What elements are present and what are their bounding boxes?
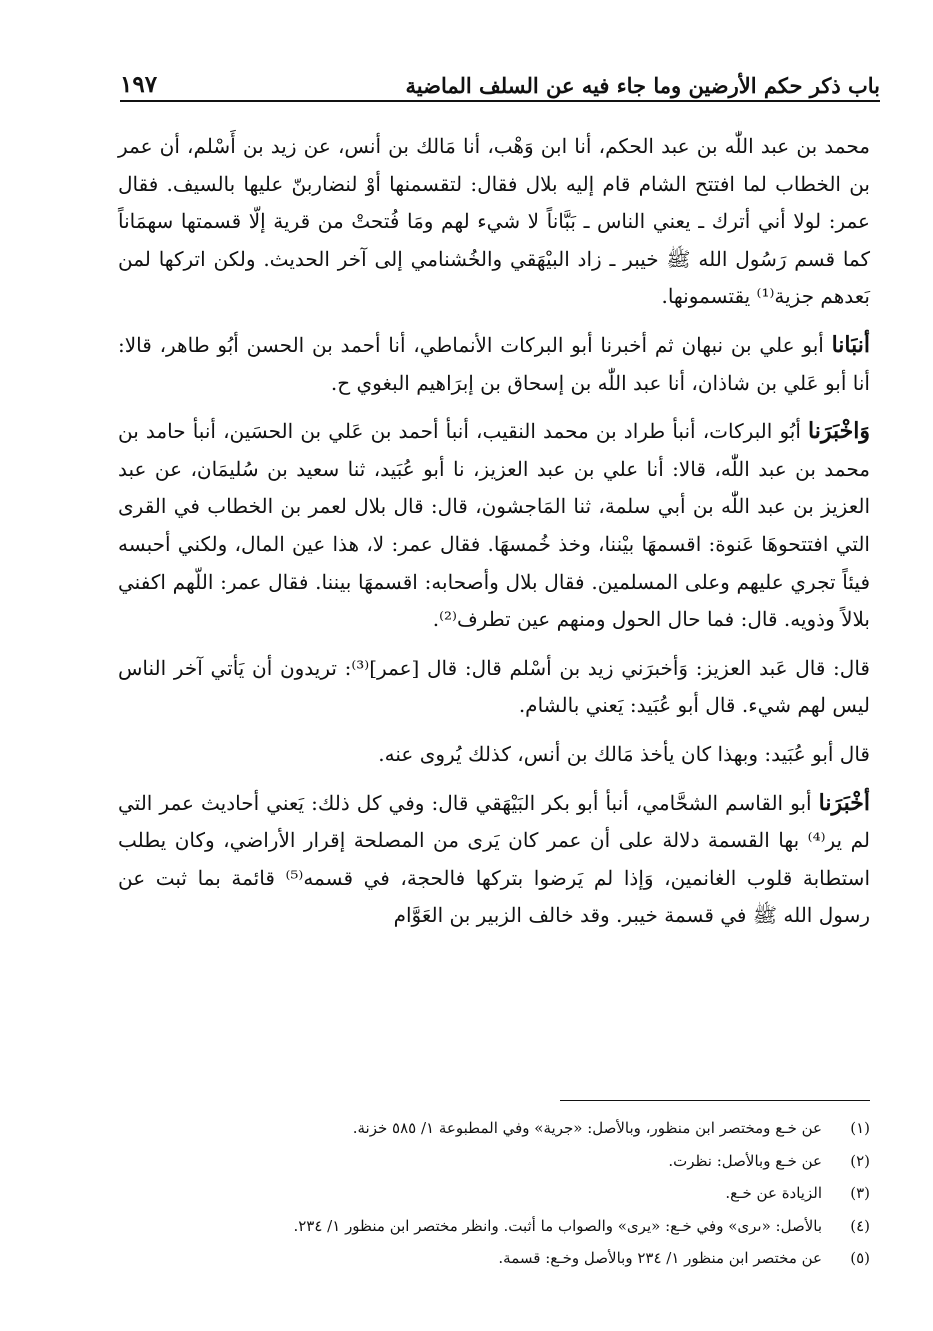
paragraph bbox=[118, 327, 870, 402]
running-title: باب ذكر حكم الأرضين وما جاء فيه عن السلف الماضية bbox=[405, 73, 880, 98]
paragraph-lead-word: وَاخْبَرَنا bbox=[808, 418, 870, 445]
footnote-number: (٤) bbox=[850, 1216, 870, 1235]
paragraph bbox=[118, 413, 870, 639]
paragraph-text: أبُو البركات، أنبأ طراد بن محمد النقيب، أنبأ أحمد بن عَلي بن الحسَين، أنبأ حامد بن محمد بن عبد اللّٰه، قالا: أنا علي بن عبد العزيز، نا أبو عُبَيد، ثنا سعيد بن سُليمَان، عن عبد العزيز بن عبد اللّٰه بن أبي سلمة، ثنا المَاجشون، قال: قال بلال لعمر بن الخطاب في القرى التي افتتحوهَا عَنوة: اقسمهَا بيْننا، وخذ خُمسهَا. فقال عمر: لا، هذا عين المال، ولكني أحبسه فيئاً تجري عليهم وعلى المسلمين. فقال بلال وأصحابه: اقسمهَا بيننا. فقال عمر: اللّهم اكفني بلالاً وذويه. قال: فما حال الحول ومنهم عين تطرف⁽²⁾. bbox=[118, 419, 870, 632]
footnote bbox=[118, 1242, 870, 1275]
paragraph bbox=[118, 785, 870, 935]
header-rule bbox=[120, 100, 880, 102]
page-number: ١٩٧ bbox=[120, 71, 158, 98]
footnote-number: (٥) bbox=[850, 1249, 870, 1267]
paragraph bbox=[118, 128, 870, 316]
footnote-number: (١) bbox=[850, 1119, 870, 1137]
footnote-text: عن خـع ومختصر ابن منظور، وبالأصل: «جرية» وفي المطبوعة ١/ ٥٨٥ خزنة. bbox=[352, 1119, 822, 1137]
paragraph bbox=[118, 650, 870, 725]
footnote bbox=[118, 1145, 870, 1178]
paragraph bbox=[118, 736, 870, 774]
page-header bbox=[120, 58, 880, 98]
paragraph-text: قال: قال عَبد العزيز: وَأخبرَني زيد بن أسْلم قال: قال [عمر]⁽³⁾: تريدون أن يَأتي آخر الناس ليس لهم شيء. قال أبو عُبَيد: يَعني بالشام. bbox=[118, 655, 870, 718]
paragraph-text: قال أبو عُبَيد: وبهذا كان يأخذ مَالك بن أنس، كذلك يُروى عنه. bbox=[378, 741, 870, 766]
paragraph-text: أبو علي بن نبهان ثم أخبرنا أبو البركات الأنماطي، أنا أحمد بن الحسن أبُو طاهر، قالا: أنا أبو عَلي بن شاذان، أنا عبد اللّٰه بن إسحاق بن إبرَاهيم البغوي ح. bbox=[118, 332, 870, 395]
footnote-rule bbox=[560, 1100, 870, 1101]
footnote-text: الزيادة عن خـع. bbox=[725, 1184, 822, 1202]
footnote bbox=[118, 1210, 870, 1243]
footnote-text: عن مختصر ابن منظور ١/ ٢٣٤ وبالأصل وخـع: قسمة. bbox=[498, 1249, 822, 1267]
paragraph-lead-word: أنبَانا bbox=[831, 331, 870, 358]
footnote-number: (٢) bbox=[850, 1151, 870, 1170]
footnotes bbox=[118, 1112, 870, 1275]
footnote-number: (٣) bbox=[850, 1184, 870, 1202]
footnote bbox=[118, 1177, 870, 1210]
paragraph-text: أبو القاسم الشحَّامي، أنبأ أبو بكر البَيْهَقي قال: وفي كل ذلك: يَعني أحاديث عمر التي لم ير⁽⁴⁾ بها القسمة دلالة على أن عمر كان يَرى من المصلحة إقرار الأراضي، وكان يطلب استطابة قلوب الغانمين، وَإذا لم يَرضوا بتركها فالحجة، في قسمه⁽⁵⁾ قائمة بما ثبت عن رسول الله ﷺ في قسمة خيبر. وقد خالف الزبير بن العَوَّام bbox=[118, 790, 871, 928]
footnote-text: بالأصل: «ىرى» وفي خـع: «يرى» والصواب ما أثبت. وانظر مختصر ابن منظور ١/ ٢٣٤. bbox=[293, 1216, 822, 1235]
paragraph-lead-word: أخْبَرَنا bbox=[818, 789, 870, 816]
paragraph-text: محمد بن عبد اللّٰه بن عبد الحكم، أنا ابن وَهْب، أنا مَالك بن أنس، عن زيد بن أَسْلم، أن عمر بن الخطاب لما افتتح الشام قام إليه بلال فقال: لتقسمنها أوْ لنضاربنّ عليها بالسيف. فقال عمر: لولا أني أترك ـ يعني الناس ـ بَبَّاناً لا شيء لهم ومَا فُتحتْ من قرية إلّا قسمتها سهمَاناً كما قسم رَسُول الله ﷺ خيبر ـ زاد البيْهَقي والخُشنامي إلى آخر الحديث. ولكن اتركها لمن بَعدهم جزية⁽¹⁾ يقتسمونها. bbox=[118, 134, 870, 309]
footnote-text: عن خـع وبالأصل: نظرت. bbox=[668, 1151, 822, 1170]
footnote bbox=[118, 1112, 870, 1145]
main-text bbox=[118, 128, 870, 946]
